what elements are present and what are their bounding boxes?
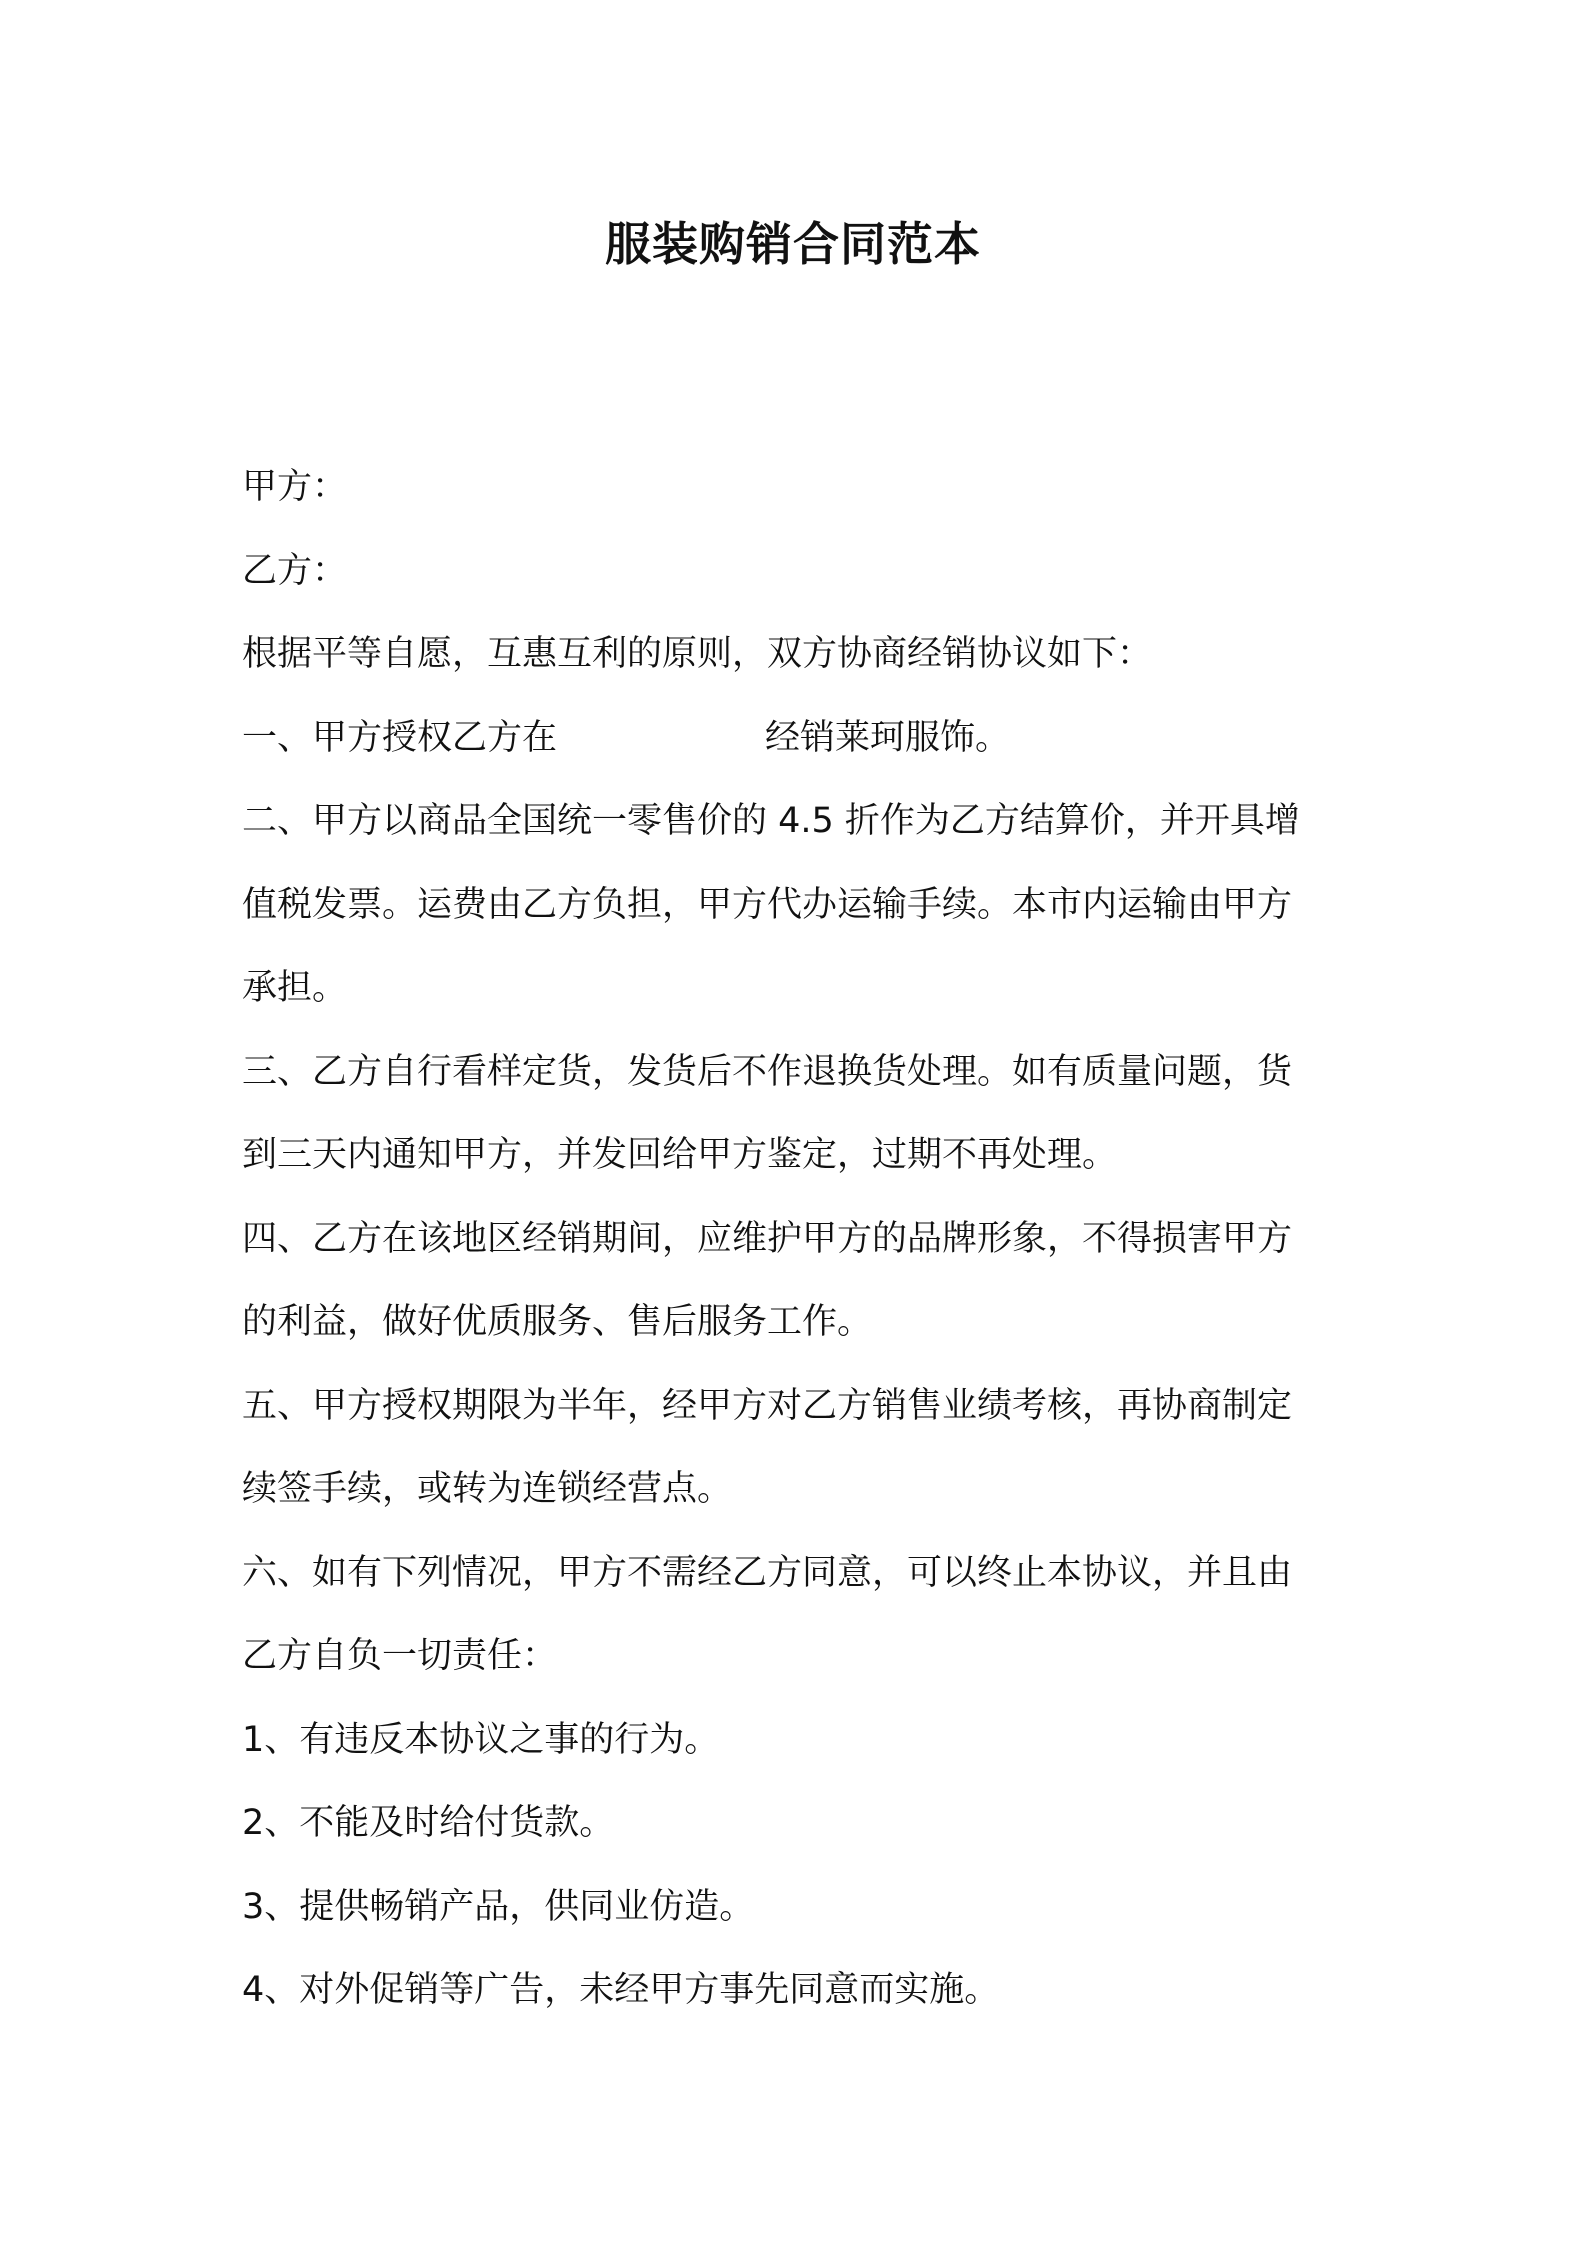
- clause-6-line-2: 乙方自负一切责任：: [242, 1636, 558, 1676]
- clause-1-after: 经销莱珂服饰。: [765, 717, 1011, 758]
- clause-1-before: 一、甲方授权乙方在: [242, 717, 558, 758]
- party-a-label: 甲方：: [242, 467, 348, 507]
- sub-item-3: 3、提供畅销产品，供同业仿造。: [242, 1886, 755, 1927]
- clause-1: [242, 697, 1362, 781]
- clause-2-line-1: 二、甲方以商品全国统一零售价的 4.5 折作为乙方结算价，并开具增: [242, 801, 1300, 841]
- clause-2-line-3: 承担。: [242, 968, 348, 1008]
- clause-5-line-1: 五、甲方授权期限为半年，经甲方对乙方销售业绩考核，再协商制定: [242, 1385, 1293, 1426]
- clause-3-line-1: 三、乙方自行看样定货，发货后不作退换货处理。如有质量问题，货: [242, 1051, 1293, 1092]
- preamble: 根据平等自愿，互惠互利的原则，双方协商经销协议如下：: [242, 634, 1153, 674]
- sub-item-2: 2、不能及时给付货款。: [242, 1803, 615, 1843]
- sub-item-4: 4、对外促销等广告，未经甲方事先同意而实施。: [242, 1970, 1000, 2010]
- sub-item-1: 1、有违反本协议之事的行为。: [242, 1719, 720, 1760]
- document-body: [242, 446, 1362, 2033]
- clause-5-line-2: 续签手续，或转为连锁经营点。: [242, 1469, 733, 1509]
- clause-3-line-2: 到三天内通知甲方，并发回给甲方鉴定，过期不再处理。: [242, 1135, 1118, 1175]
- document-title: 服装购销合同范本: [605, 217, 981, 271]
- party-b-label: 乙方：: [242, 550, 348, 591]
- clause-6-line-1: 六、如有下列情况，甲方不需经乙方同意，可以终止本协议，并且由: [242, 1552, 1293, 1593]
- clause-4-line-2: 的利益，做好优质服务、售后服务工作。: [242, 1302, 873, 1342]
- clause-4-line-1: 四、乙方在该地区经销期间，应维护甲方的品牌形象，不得损害甲方: [242, 1218, 1293, 1259]
- clause-2-line-2: 值税发票。运费由乙方负担，甲方代办运输手续。本市内运输由甲方: [242, 884, 1293, 925]
